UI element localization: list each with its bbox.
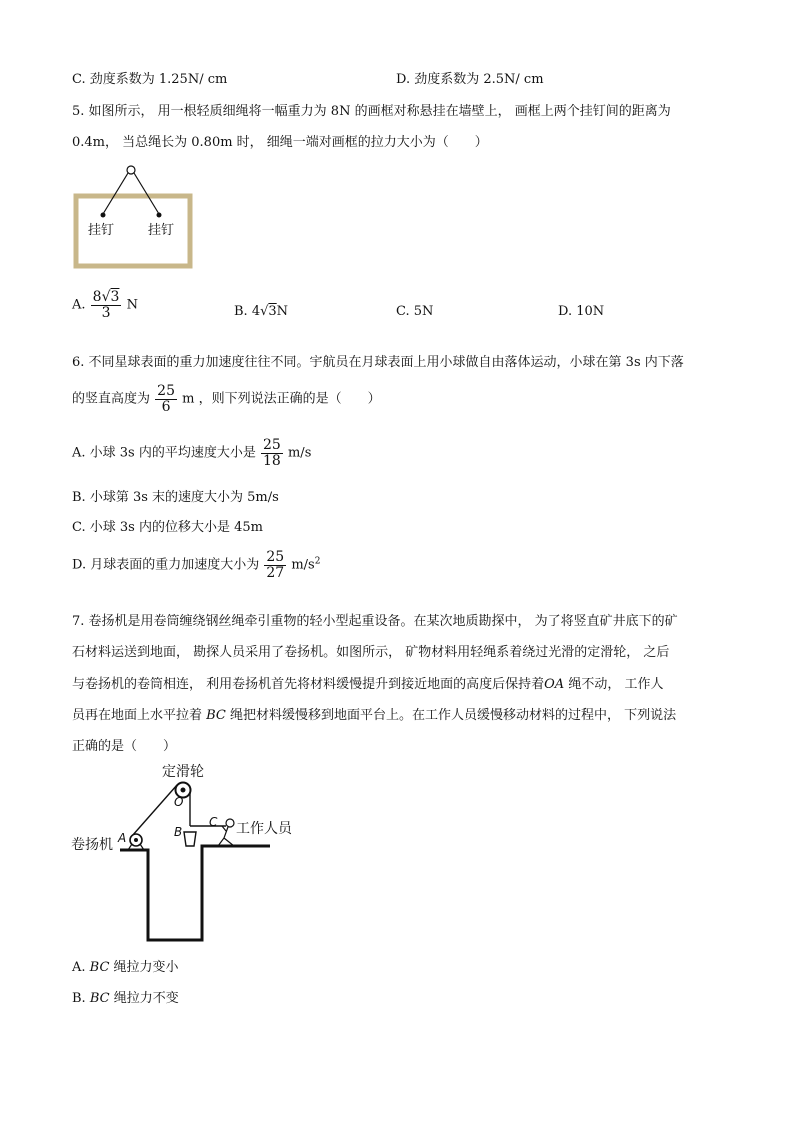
q6-option-c: C. 小球 3s 内的位移大小是 45m [72,520,263,535]
hook-label-right: 挂钉 [148,223,175,238]
q5-option-c: C. 5N [396,304,434,319]
q5-stem-line2: 0.4m， 当总绳长为 0.80m 时， 细绳一端对画框的拉力大小为（ ） [72,135,488,150]
q5-a-coef: 8 [92,289,102,305]
q6-stem-line1: 6. 不同星球表面的重力加速度往往不同。宇航员在月球表面上用小球做自由落体运动，小球在第 3s 内下落 [72,355,684,370]
fig-label-c: C [209,815,218,829]
ground-and-shaft [120,846,270,940]
ore-bucket-icon [184,832,196,846]
fig-label-b: B [174,825,183,839]
fig-winch-label: 卷扬机 [71,837,113,853]
q7-stem-line1: 7. 卷扬机是用卷筒缠绕钢丝绳牵引重物的轻小型起重设备。在某次地质勘探中， 为了将竖直矿井底下的矿 [72,614,678,629]
fig-worker-label: 工作人员 [236,821,292,837]
q5-option-a: A. $\frac{8√3}{3}$ N [72,289,138,321]
fig-label-o: O [174,795,184,809]
q7-stem-line4: 员再在地面上水平拉着 BC 绳把材料缓慢移到地面平台上。在工作人员缓慢移动材料的过程中， 下列说法 [72,708,677,723]
wall-nail-icon [127,166,135,174]
q7-option-a: A. BC 绳拉力变小 [72,960,179,975]
sqrt-icon: √ [101,289,111,305]
fig-label-a: A [118,831,127,845]
q5-option-b: B. 4√3N [234,304,289,319]
q7-option-b: B. BC 绳拉力不变 [72,991,179,1006]
q7-stem-line5: 正确的是（ ） [72,739,177,754]
winch-axle-icon [134,838,138,842]
q6-option-b: B. 小球第 3s 末的速度大小为 5m/s [72,490,279,505]
q5-picture-frame-figure [70,160,200,272]
hook-left-icon [101,213,106,218]
q4-option-c: C. 劲度系数为 1.25N/ cm [72,72,228,87]
worker-body-icon [218,826,234,846]
q4-option-d: D. 劲度系数为 2.5N/ cm [396,72,544,87]
q5-option-d: D. 10N [558,304,605,319]
q7-winch-figure [70,758,300,943]
q7-stem-line2: 石材料运送到地面， 勘探人员采用了卷扬机。如图所示， 矿物材料用轻绳系着绕过光滑的定滑轮， 之后 [72,645,670,660]
q6-option-d: D. 月球表面的重力加速度大小为 $\frac{25}{27}$ $m/s^2$ [72,549,321,581]
worker-head-icon [226,819,234,827]
q6-stem-line2: 的竖直高度为 $\frac{25}{6}$ m ，则下列说法正确的是（ ） [72,383,381,415]
sqrt-icon: √ [260,304,269,319]
rope-oa [132,785,177,836]
hook-label-left: 挂钉 [88,223,115,238]
pulley-axle-icon [181,788,186,793]
q7-stem-line3: 与卷扬机的卷筒相连， 利用卷扬机首先将材料缓慢提升到接近地面的高度后保持着OA 绳不动， 工作人 [72,677,664,692]
q6-option-a: A. 小球 3s 内的平均速度大小是 $\frac{25}{18}$ m/s [72,437,312,469]
hook-right-icon [157,213,162,218]
fig-pulley-label: 定滑轮 [162,764,204,780]
q5-stem-line1: 5. 如图所示， 用一根轻质细绳将一幅重力为 8N 的画框对称悬挂在墙壁上， 画框上两个挂钉间的距离为 [72,104,671,119]
